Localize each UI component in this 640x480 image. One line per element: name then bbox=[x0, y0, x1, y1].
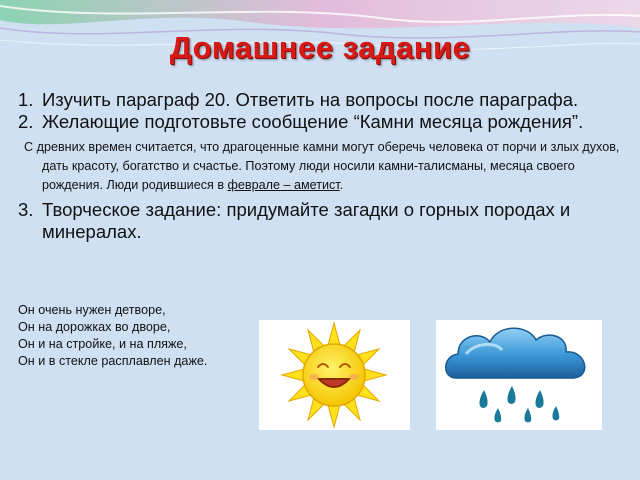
cloud-picture bbox=[436, 320, 602, 430]
task-text: Изучить параграф 20. Ответить на вопросы после параграфа. bbox=[42, 89, 579, 110]
task-item-1 bbox=[18, 89, 628, 111]
task-text: Желающие подготовьте сообщение “Камни месяца рождения”. bbox=[42, 111, 584, 132]
task-item-3 bbox=[18, 199, 628, 243]
note-end: . bbox=[339, 178, 344, 192]
page-title: Домашнее задание bbox=[169, 30, 471, 65]
task-number: 2. bbox=[18, 111, 34, 132]
note-text: С древних времен считается, что драгоценные камни могут оберечь человека от порчи и злых духов, дать красоту, богатство и счастье. Поэтому люди носили камни-талисманы, месяца своего рождения. Люди родившиеся в bbox=[24, 140, 620, 192]
riddle bbox=[18, 302, 207, 370]
rain-cloud-icon bbox=[436, 320, 602, 430]
task-item-2 bbox=[18, 111, 628, 133]
sun-icon bbox=[259, 320, 410, 430]
riddle-line: Он и на стройке, и на пляже, bbox=[18, 337, 187, 351]
riddle-line: Он и в стекле расплавлен даже. bbox=[18, 354, 208, 368]
note-underlined: феврале – аметист bbox=[227, 178, 340, 192]
task-text: Творческое задание: придумайте загадки о горных породах и минералах. bbox=[42, 199, 571, 242]
task-number: 1. bbox=[18, 89, 34, 110]
task-number: 3. bbox=[18, 199, 34, 220]
task-list bbox=[18, 89, 628, 243]
riddle-line: Он очень нужен детворе, bbox=[18, 303, 166, 317]
sun-picture bbox=[259, 320, 410, 430]
riddle-line: Он на дорожках во дворе, bbox=[18, 320, 171, 334]
gemstone-note bbox=[18, 138, 628, 195]
